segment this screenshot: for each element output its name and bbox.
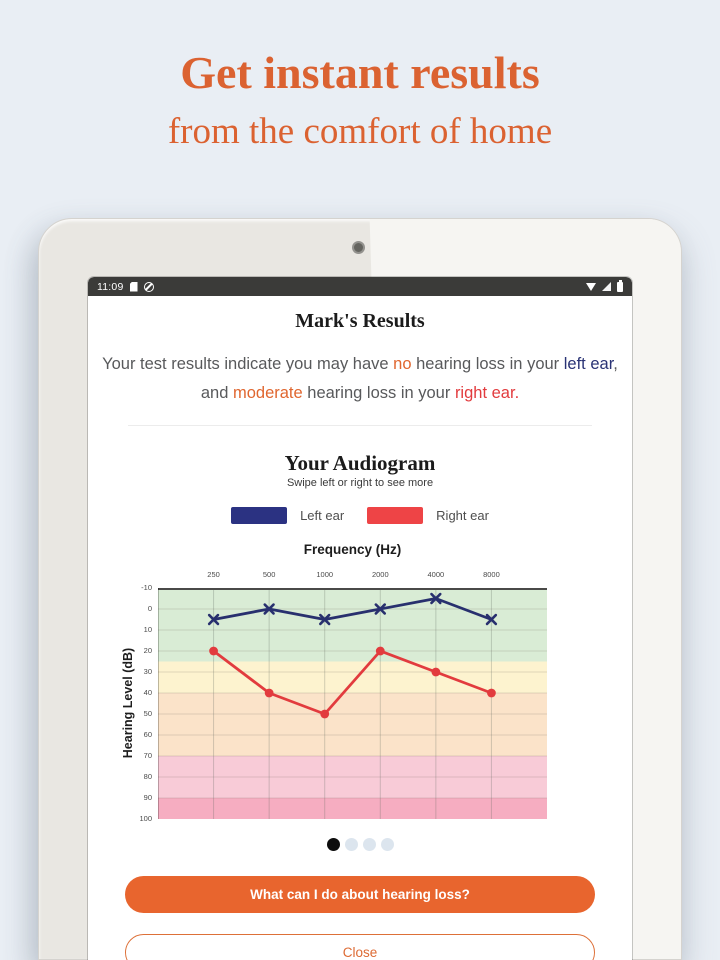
x-tick-label: 250 (207, 569, 220, 579)
summary-text: . (514, 384, 520, 402)
y-axis-title: Hearing Level (dB) (121, 647, 135, 759)
x-axis-title: Frequency (Hz) (303, 541, 402, 557)
y-tick-label: 30 (143, 666, 152, 676)
audiogram-chart[interactable] (88, 540, 632, 826)
y-tick-label: 20 (143, 645, 152, 655)
y-tick-label: 0 (147, 603, 152, 613)
y-tick-label: 80 (143, 771, 152, 781)
wifi-icon (586, 283, 596, 291)
close-button[interactable]: Close (125, 934, 595, 960)
carousel-dot-2[interactable] (363, 838, 376, 851)
y-tick-label: 60 (143, 729, 152, 739)
y-tick-label: 90 (143, 792, 152, 802)
summary-highlight-no: no (393, 355, 412, 373)
right-ear-swatch (367, 507, 423, 524)
x-tick-label: 1000 (316, 569, 334, 579)
carousel-dots (88, 838, 632, 851)
summary-text: hearing loss in your (411, 355, 564, 373)
summary-text: hearing loss in your (302, 384, 455, 402)
y-tick-label: 100 (139, 813, 152, 823)
summary-highlight-right-ear: right ear (454, 384, 515, 402)
app-screen (88, 277, 632, 960)
status-bar-right (586, 282, 623, 292)
section-divider (128, 425, 592, 426)
hero-subtitle: from the comfort of home (167, 111, 553, 152)
y-tick-label: 10 (143, 624, 152, 634)
battery-icon (617, 282, 623, 292)
hero-title: Get instant results (180, 47, 540, 98)
audiogram-swipe-hint: Swipe left or right to see more (286, 476, 434, 489)
left-ear-label: Left ear (300, 507, 345, 523)
carousel-dot-3[interactable] (381, 838, 394, 851)
right-ear-label: Right ear (436, 507, 489, 523)
tablet-mockup (38, 218, 682, 960)
data-saver-icon (144, 282, 154, 292)
audiogram-plot-svg (158, 588, 547, 819)
results-title: Mark's Results (295, 310, 425, 332)
summary-text: Your test results indicate you may have (102, 355, 394, 373)
status-bar (88, 277, 632, 296)
y-tick-label: 50 (143, 708, 152, 718)
summary-text: and (200, 384, 233, 402)
carousel-dot-1[interactable] (345, 838, 358, 851)
y-tick-label: -10 (141, 582, 152, 592)
audiogram-title: Your Audiogram (284, 450, 436, 475)
left-ear-swatch (231, 507, 287, 524)
results-summary (88, 350, 632, 408)
x-tick-label: 500 (262, 569, 276, 579)
y-tick-label: 40 (143, 687, 152, 697)
hearing-loss-info-button[interactable]: What can I do about hearing loss? (125, 876, 595, 913)
plot-area[interactable] (158, 588, 547, 819)
x-axis-ticks (158, 570, 547, 582)
summary-highlight-moderate: moderate (232, 384, 303, 402)
sim-card-icon (130, 282, 138, 292)
front-camera (352, 241, 365, 254)
x-tick-label: 2000 (371, 569, 389, 579)
x-tick-label: 4000 (427, 569, 445, 579)
y-tick-label: 70 (143, 750, 152, 760)
cellular-signal-icon (602, 282, 611, 291)
summary-highlight-left-ear: left ear (563, 355, 614, 373)
x-tick-label: 8000 (483, 569, 500, 579)
summary-text: , (613, 355, 618, 373)
carousel-dot-0[interactable] (327, 838, 340, 851)
clock: 11:09 (97, 280, 124, 293)
y-axis-title-wrap (108, 588, 148, 819)
chart-legend (88, 507, 632, 524)
hero-header (0, 0, 720, 154)
status-bar-left (97, 281, 154, 293)
